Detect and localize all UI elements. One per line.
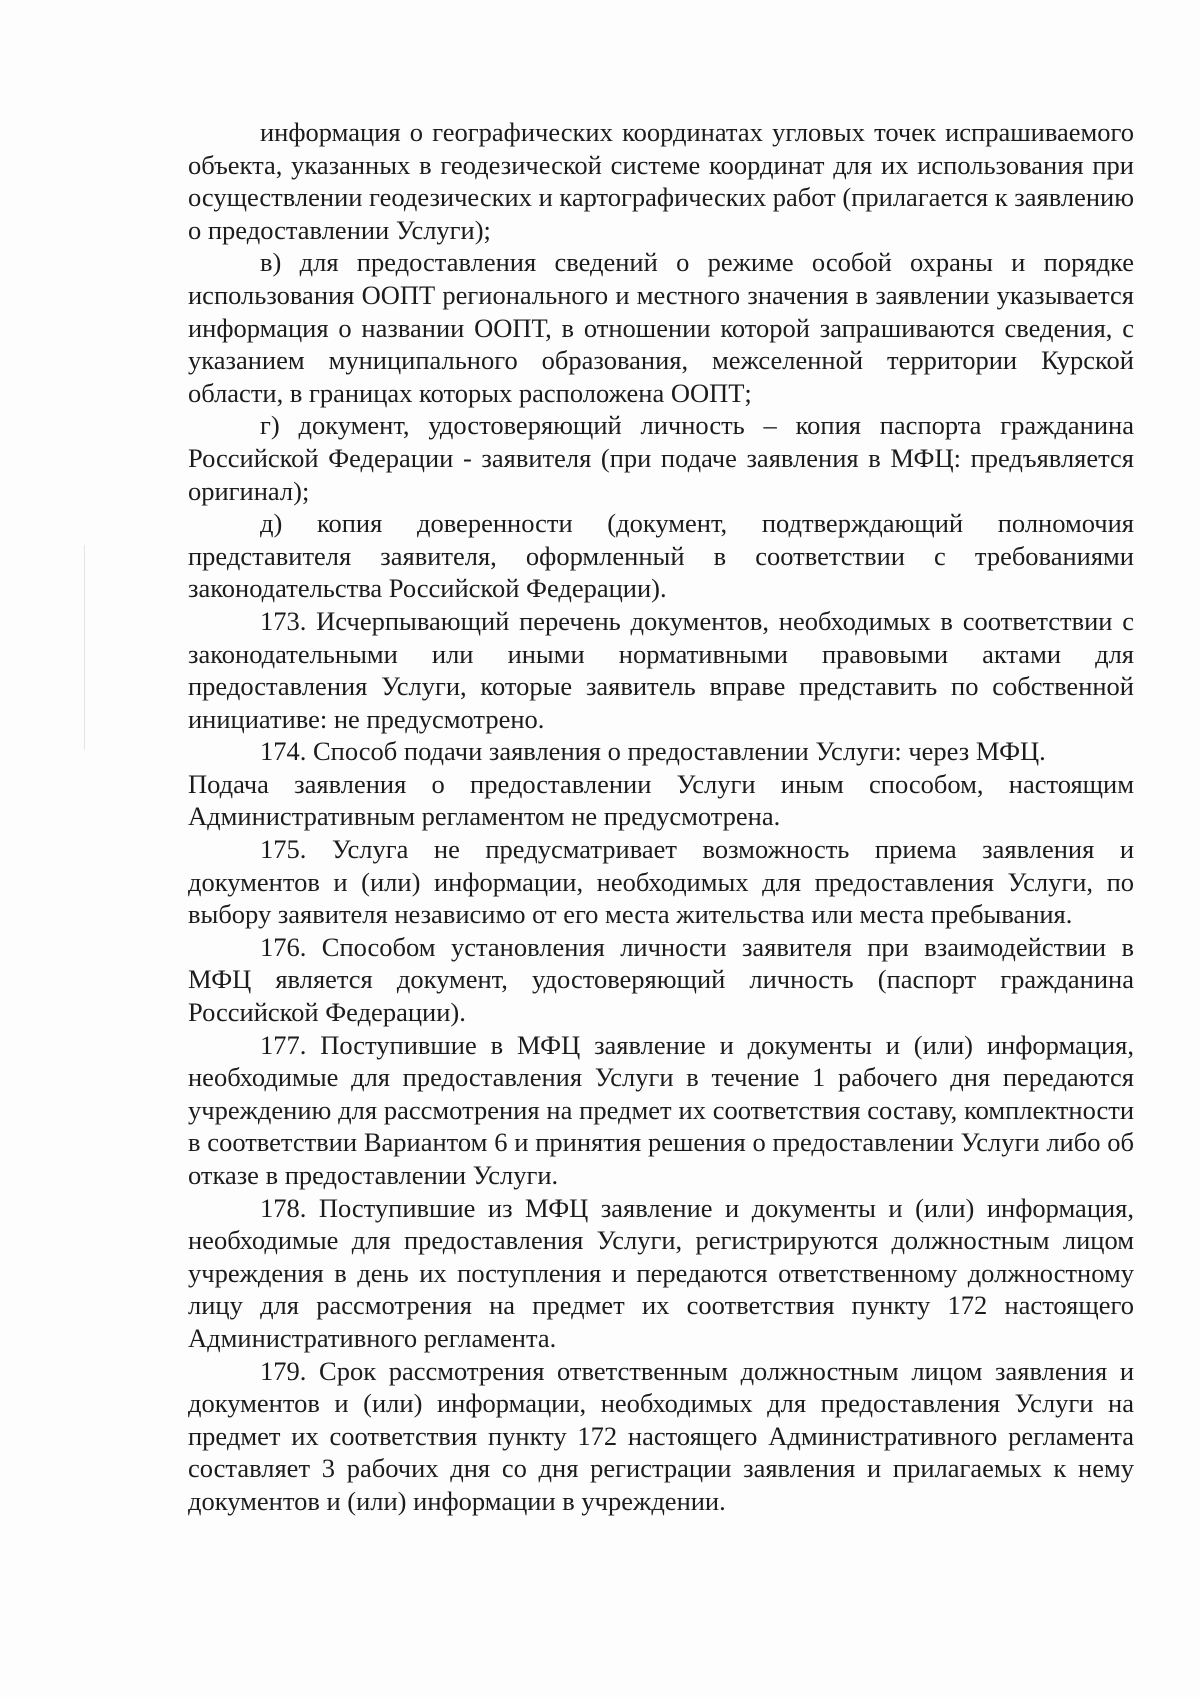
scan-artifact-line (84, 545, 85, 750)
paragraph-175: 175. Услуга не предусматривает возможность приема заявления и документов и (или) информации, необходимых для предоставления Услуги, по выбору заявителя независимо от его места жительства или места пребывания. (188, 834, 1134, 930)
document-body (188, 116, 1134, 1518)
paragraph-176: 176. Способом установления личности заявителя при взаимодействии в МФЦ является документ, удостоверяющий личность (паспорт гражданина Российской Федерации). (188, 931, 1134, 1028)
paragraph-174-continued: Подача заявления о предоставлении Услуги иным способом, настоящим Административным регламентом не предусмотрена. (188, 768, 1134, 832)
paragraph-173: 173. Исчерпывающий перечень документов, необходимых в соответствии с законодательными или иными нормативными правовыми актами для предоставления Услуги, которые заявитель вправе представить по собственной инициативе: не предусмотрено. (188, 605, 1134, 734)
paragraph-item-g: г) документ, удостоверяющий личность – копия паспорта гражданина Российской Федерации - заявителя (при подаче заявления в МФЦ: предъявляется оригинал); (188, 410, 1134, 506)
paragraph-177: 177. Поступившие в МФЦ заявление и документы и (или) информация, необходимые для предоставления Услуги в течение 1 рабочего дня передаются учреждению для рассмотрения на предмет их соответствия составу, комплектности в соответствии Вариантом 6 и принятия решения о предоставлении Услуги либо об отказе в предоставлении Услуги. (188, 1029, 1134, 1190)
paragraph-geo-info: информация о географических координатах угловых точек испрашиваемого объекта, указанных в геодезической системе координат для их использования при осуществлении геодезических и картографических работ (прилагается к заявлению о предоставлении Услуги); (188, 117, 1134, 245)
paragraph-174: 174. Способ подачи заявления о предоставлении Услуги: через МФЦ. (260, 736, 1046, 767)
paragraph-179: 179. Срок рассмотрения ответственным должностным лицом заявления и документов и (или) информации, необходимых для предоставления Услуги на предмет их соответствия пункту 172 настоящего Административного регламента составляет 3 рабочих дня со дня регистрации заявления и прилагаемых к нему документов и (или) информации в учреждении. (188, 1355, 1134, 1516)
paragraph-178: 178. Поступившие из МФЦ заявление и документы и (или) информация, необходимые для предоставления Услуги, регистрируются должностным лицом учреждения в день их поступления и передаются ответственному должностному лицу для рассмотрения на предмет их соответствия пункту 172 настоящего Административного регламента. (188, 1192, 1134, 1353)
paragraph-item-v: в) для предоставления сведений о режиме особой охраны и порядке использования ООПТ регионального и местного значения в заявлении указывается информация о названии ООПТ, в отношении которой запрашиваются сведения, с указанием муниципального образования, межселенной территории Курской области, в границах которых расположена ООПТ; (188, 247, 1134, 408)
paragraph-item-d: д) копия доверенности (документ, подтверждающий полномочия представителя заявителя, оформленный в соответствии с требованиями законодательства Российской Федерации). (188, 508, 1134, 604)
